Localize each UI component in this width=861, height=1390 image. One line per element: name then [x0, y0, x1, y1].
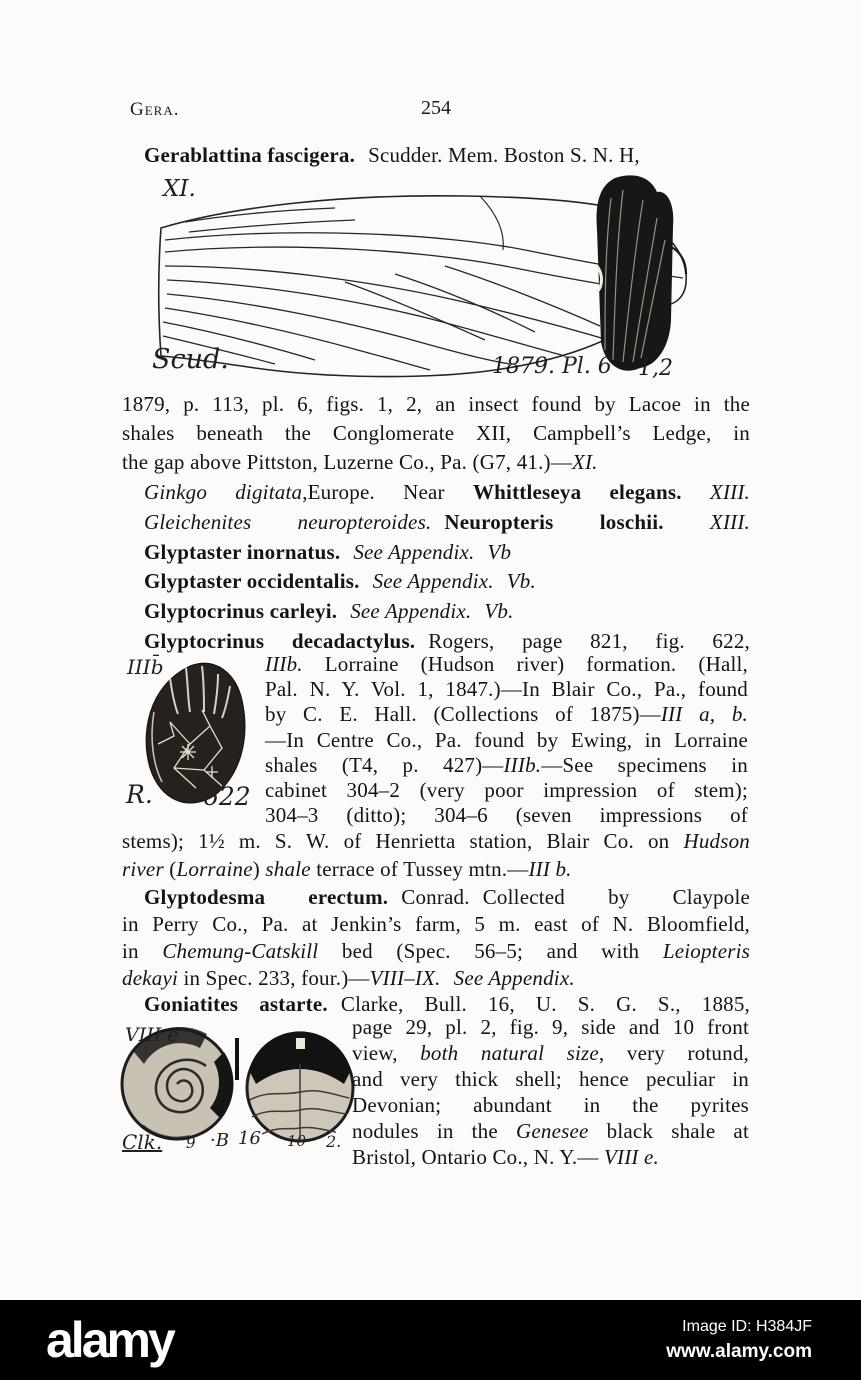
paragraph-line: in Perry Co., Pa. at Jenkin’s farm, 5 m. east of N. Bloomfield, [122, 912, 750, 936]
figure2-signature: R. [126, 780, 153, 809]
figure3-number: 10 [287, 1132, 307, 1150]
entry-glyptaster-inornatus: Glyptaster inornatus. See Appendix. Vb [144, 540, 512, 564]
figure3-number: ·B [210, 1130, 229, 1151]
figure3-number: 9 [186, 1134, 196, 1152]
entry-heading-gerablattina [122, 142, 750, 168]
entry-glyptaster-occidentalis: Glyptaster occidentalis. See Appendix. Vb. [144, 569, 536, 593]
entry-gleichenites: Gleichenites neuropteroides. Neuropteris loschii. XIII. [144, 510, 750, 534]
image-id-label: Image ID: H384JF [682, 1318, 812, 1335]
wrapped-line: nodules in the Genesee black shale at [352, 1119, 749, 1143]
wrapped-line: by C. E. Hall. (Collections of 1875)—III a, b. [265, 702, 748, 726]
wrapped-line: shales (T4, p. 427)—IIIb.—See specimens in [265, 753, 748, 777]
figure3-plate-label: VIII e [125, 1024, 179, 1046]
watermark-info [666, 1315, 812, 1365]
wrapped-line: —In Centre Co., Pa. found by Ewing, in Lorraine [265, 728, 748, 752]
wrapped-line: Bristol, Ontario Co., N. Y.— VIII e. [352, 1145, 660, 1169]
entry-goniatites: Goniatites astarte. Clarke, Bull. 16, U. S. G. S., 1885, [144, 992, 751, 1016]
figure2-plate-label: IIIb̄ [127, 655, 164, 679]
paragraph-line: river (Lorraine) shale terrace of Tussey mtn.—III b. [122, 857, 572, 881]
page-number: 254 [421, 97, 451, 119]
entry-ginkgo: Ginkgo digitata,Europe. Near Whittleseya elegans. XIII. [144, 480, 750, 504]
figure2-number: 622 [203, 782, 251, 811]
wrapped-line: cabinet 304–2 (very poor impression of stem); [265, 778, 748, 802]
running-header: Gera. [130, 99, 180, 120]
watermark-bar [0, 1300, 861, 1380]
entry-glyptodesma: Glyptodesma erectum. Conrad. Collected by Claypole [144, 885, 751, 909]
paragraph-line: the gap above Pittston, Luzerne Co., Pa. (G7, 41.)—XI. [122, 450, 598, 474]
paragraph-line: shales beneath the Conglomerate XII, Campbell’s Ledge, in [122, 421, 750, 445]
entry-glyptocrinus-carleyi: Glyptocrinus carleyi. See Appendix. Vb. [144, 599, 514, 623]
wrapped-line: IIIb. Lorraine (Hudson river) formation. (Hall, [265, 652, 748, 676]
entry-glyptocrinus-decadactylus: Glyptocrinus decadactylus. Rogers, page 821, fig. 622, [144, 629, 750, 653]
figure3-signature: Clk. [122, 1130, 163, 1154]
figure1-signature: Scud. [152, 344, 229, 375]
paragraph-line: in Chemung-Catskill bed (Spec. 56–5; and with Leiopteris [122, 939, 750, 963]
wrapped-line: Devonian; abundant in the pyrites [352, 1093, 749, 1117]
paragraph-line: stems); 1½ m. S. W. of Henrietta station, Blair Co. on Hudson [122, 829, 750, 853]
alamy-url: www.alamy.com [666, 1341, 812, 1362]
figure1-numbers: 1,2 [638, 356, 673, 381]
wrapped-line: 304–3 (ditto); 304–6 (seven impressions of [265, 803, 748, 827]
wrapped-line: view, both natural size, very rotund, [352, 1041, 749, 1065]
alamy-logo: alamy [46, 1312, 173, 1368]
paragraph-line: dekayi in Spec. 233, four.)—VIII–IX. See Appendix. [122, 966, 575, 990]
figure3-number: 16 [238, 1128, 261, 1149]
wrapped-line: and very thick shell; hence peculiar in [352, 1067, 749, 1091]
species-name: Gerablattina fascigera. [144, 143, 356, 167]
figure1-plate-label: XI. [163, 176, 196, 202]
paragraph-line: 1879, p. 113, pl. 6, figs. 1, 2, an insect found by Lacoe in the [122, 392, 750, 416]
wrapped-line: page 29, pl. 2, fig. 9, side and 10 front [352, 1015, 749, 1039]
wrapped-line: Pal. N. Y. Vol. 1, 1847.)—In Blair Co., Pa., found [265, 677, 748, 701]
figure1-reference: 1879. Pl. 6 [492, 354, 612, 379]
figure3-number: 2. [326, 1132, 342, 1151]
species-ref: Scudder. Mem. Boston S. N. H, [368, 143, 640, 167]
